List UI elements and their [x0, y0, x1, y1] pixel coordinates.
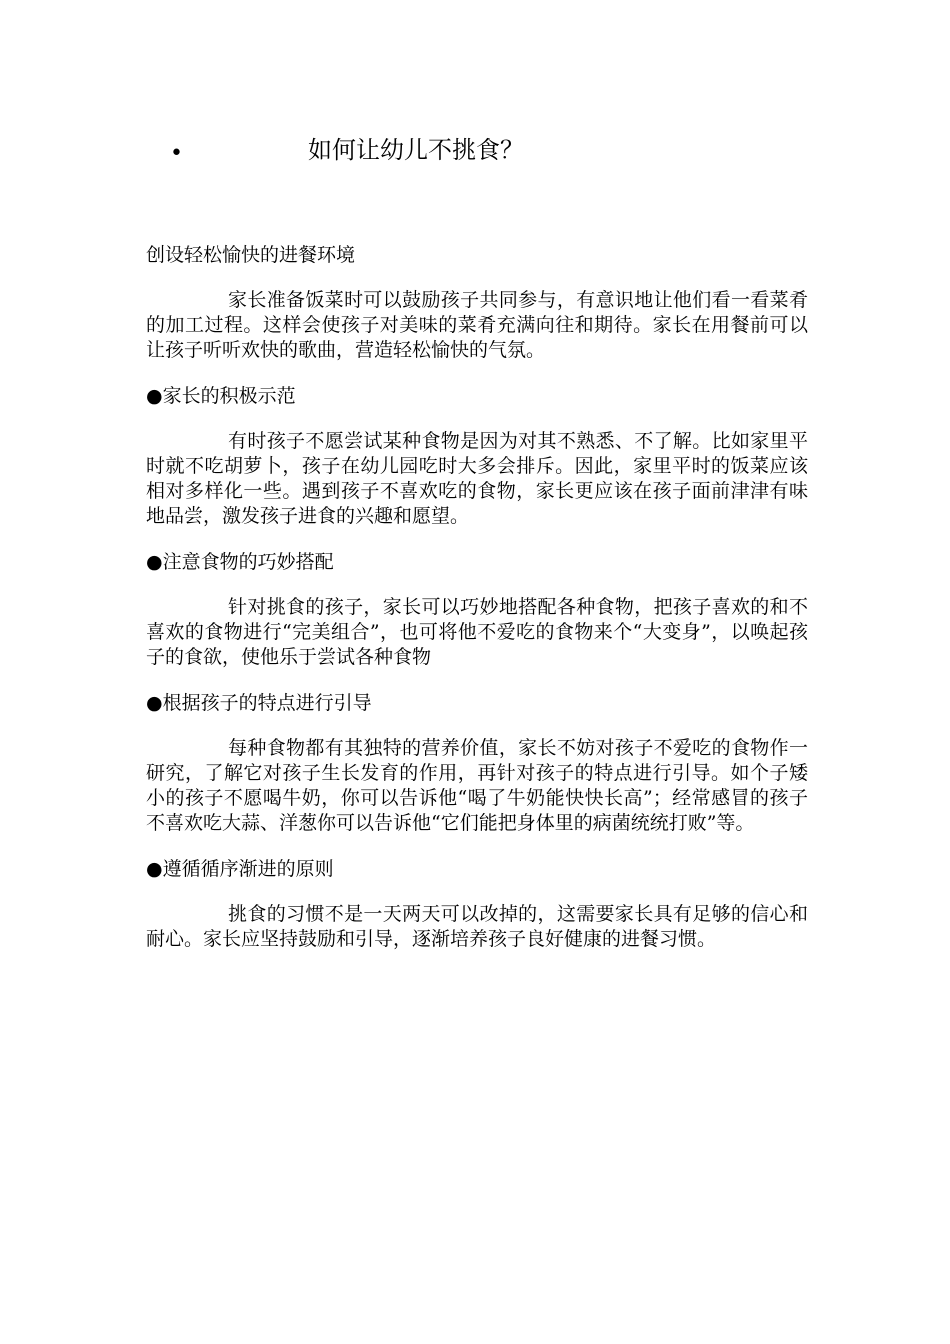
title-bullet: •: [170, 141, 183, 166]
section-heading-example: ●家长的积极示范: [146, 385, 296, 407]
page-title: 如何让幼儿不挑食？: [308, 136, 524, 164]
document-body: [146, 242, 808, 972]
section-paragraph-example: 有时孩子不愿尝试某种食物是因为对其不熟悉、不了解。比如家里平时就不吃胡萝卜，孩子在幼儿园吃时大多会排斥。因此，家里平时的饭菜应该相对多样化一些。遇到孩子不喜欢吃的食物，家长更应该在孩子面前津津有味地品尝，激发孩子进食的兴趣和愿望。: [146, 430, 808, 527]
section-paragraph-combination: 针对挑食的孩子，家长可以巧妙地搭配各种食物，把孩子喜欢的和不喜欢的食物进行“完美组合”，也可将他不爱吃的食物来个“大变身”，以唤起孩子的食欲，使他乐于尝试各种食物: [146, 596, 808, 668]
section-paragraph-guidance: 每种食物都有其独特的营养价值，家长不妨对孩子不爱吃的食物作一研究，了解它对孩子生长发育的作用，再针对孩子的特点进行引导。如个子矮小的孩子不愿喝牛奶，你可以告诉他“喝了牛奶能快快长高”；经常感冒的孩子不喜欢吃大蒜、洋葱你可以告诉他“它们能把身体里的病菌统统打败”等。: [146, 737, 808, 834]
section-heading-gradual: ●遵循循序渐进的原则: [146, 858, 334, 880]
section-paragraph-environment: 家长准备饭菜时可以鼓励孩子共同参与，有意识地让他们看一看菜肴的加工过程。这样会使孩子对美味的菜肴充满向往和期待。家长在用餐前可以让孩子听听欢快的歌曲，营造轻松愉快的气氛。: [146, 289, 808, 361]
section-heading-guidance: ●根据孩子的特点进行引导: [146, 692, 372, 714]
section-paragraph-gradual: 挑食的习惯不是一天两天可以改掉的，这需要家长具有足够的信心和耐心。家长应坚持鼓励和引导，逐渐培养孩子良好健康的进餐习惯。: [146, 903, 808, 950]
section-heading-combination: ●注意食物的巧妙搭配: [146, 551, 334, 573]
section-heading-environment: 创设轻松愉快的进餐环境: [146, 244, 356, 266]
